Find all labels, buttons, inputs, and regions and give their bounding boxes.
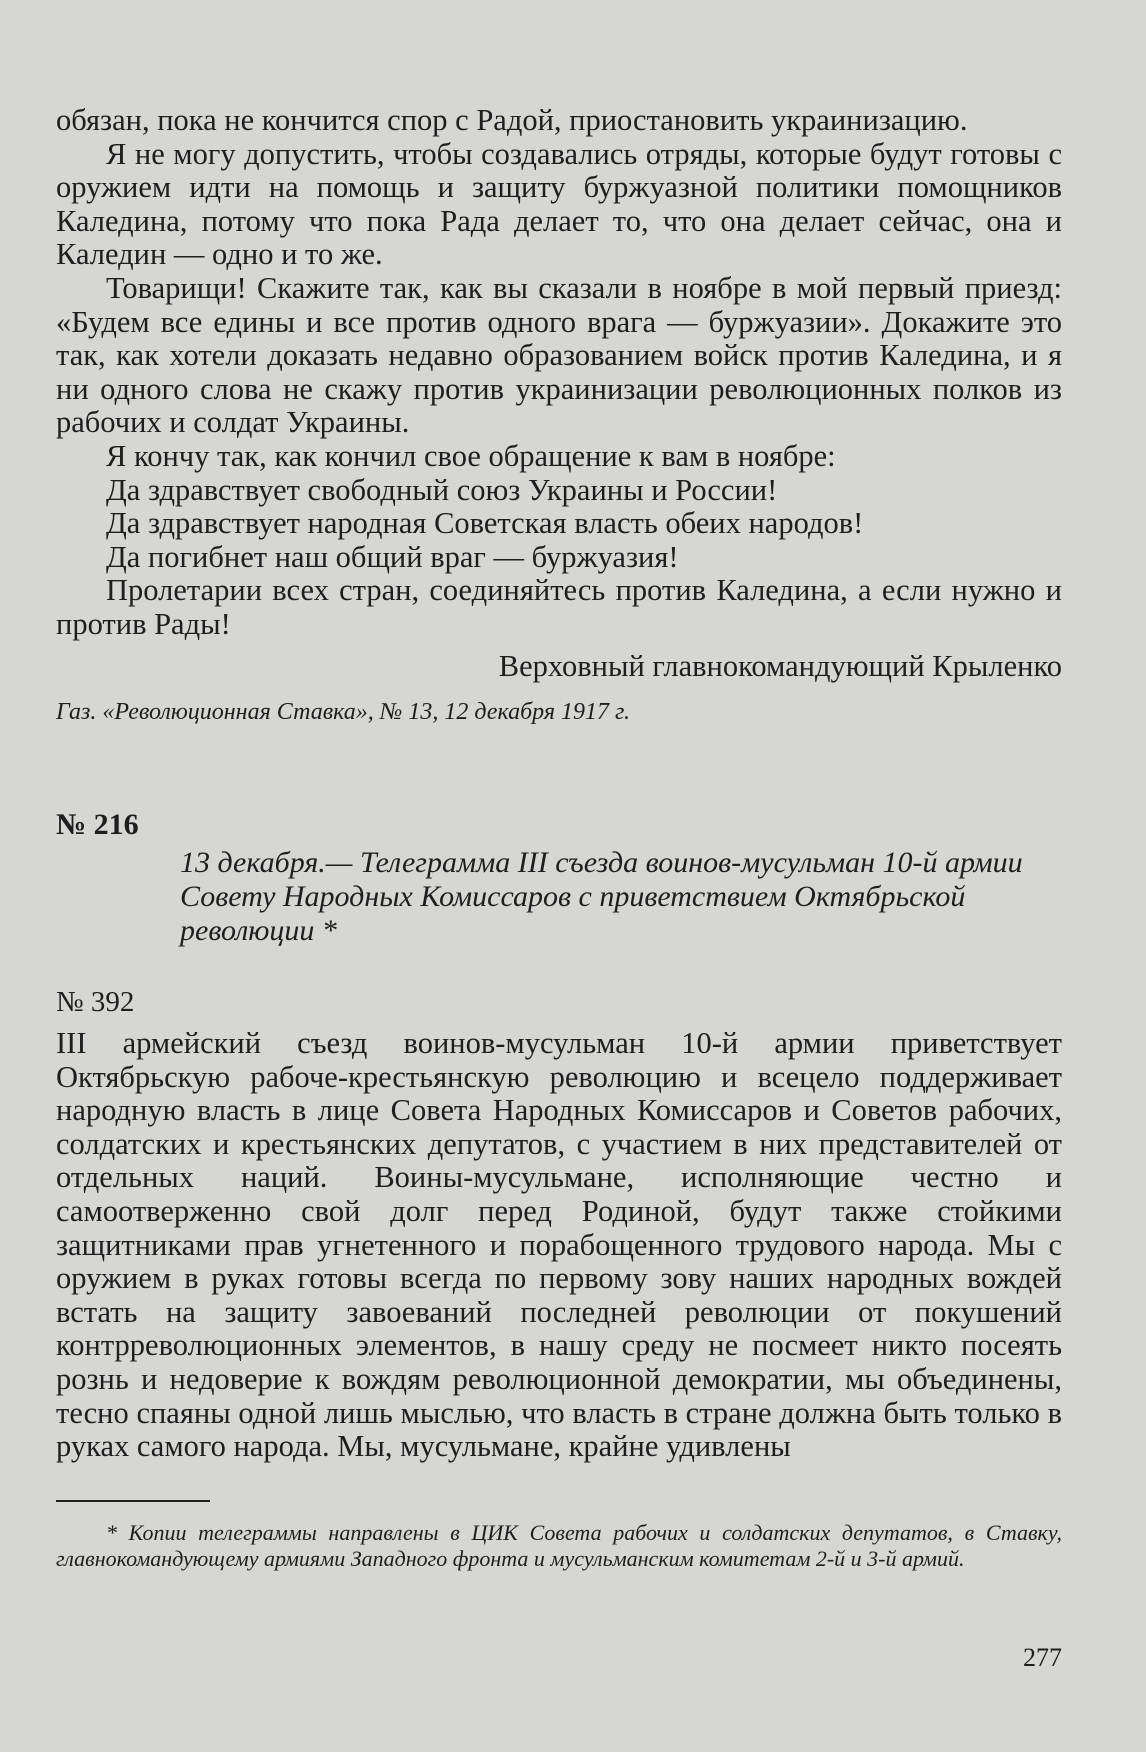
main-paragraph: III армейский съезд воинов-мусульман 10-й армии приветствует Октябрьскую рабоче-крестьянскую революцию и всецело поддерживает народную власть в лице Совета Народных Комиссаров и Советов рабочих, солдатских и крестьянских депутатов, с участием в них представителей от отдельных наций. Воины-мусульмане, исполняющие честно и самоотверженно свой долг перед Родиной, будут также стойкими защитниками прав угнетенного и порабощенного трудового народа. Мы с оружием в руках готовы всегда по первому зову наших народных вождей встать на защиту завоеваний последней революции от покушений контрреволюционных элементов, в нашу среду не посмеет никто посеять рознь и недоверие к вождям революционной демократии, мы объединены, тесно спаяны одной лишь мыслью, что власть в стране должна быть только в руках самого народа. Мы, мусульмане, крайне удивлены [56,1026,1062,1464]
preceding-text [56,104,1062,683]
slogan-line: Да здравствует свободный союз Украины и России! [106,472,778,507]
slogan-line: Да погибнет наш общий враг — буржуазия! [106,539,679,574]
slogan-line: Да здравствует народная Советская власть обеих народов! [106,506,864,541]
footnote: * Копии телеграммы направлены в ЦИК Совета рабочих и солдатских депутатов, в Ставку, главнокомандующему армиями Западного фронта и мусульманским комитетам 2-й и 3-й армий. [56,1519,1062,1571]
paragraph: Я не могу допустить, чтобы создавались отряды, которые будут готовы с оружием идти на помощь и защиту буржуазной политики помощников Каледина, потому что пока Рада делает то, что она делает сейчас, она и Каледин — одно и то же. [56,136,1062,272]
document-number: № 216 [56,808,139,842]
document-subnumber: № 392 [56,986,135,1019]
paragraph: Товарищи! Скажите так, как вы сказали в ноябре в мой первый приезд: «Будем все едины и все против одного врага — буржуазии». Докажите это так, как хотели доказать недавно образованием войск против Каледина, и я ни одного слова не скажу против украинизации революционных полков из рабочих и солдат Украины. [56,270,1062,440]
paragraph: Я кончу так, как кончил свое обращение к вам в ноябре: [106,438,836,473]
footnote-divider [56,1500,210,1502]
page-number: 277 [1023,1643,1062,1672]
paragraph-continuation: обязан, пока не кончится спор с Радой, приостановить украинизацию. [56,103,968,137]
main-text [56,1027,1062,1464]
paragraph: Пролетарии всех стран, соединяйтесь против Каледина, а если нужно и против Рады! [56,573,1062,641]
document-title: 13 декабря.— Телеграмма III съезда воинов-мусульман 10-й армии Совету Народных Комиссаров с приветствием Октябрьской революции * [180,846,1023,948]
signature: Верховный главнокомандующий Крыленко [498,648,1062,683]
source-citation: Газ. «Революционная Ставка», № 13, 12 декабря 1917 г. [56,699,631,726]
